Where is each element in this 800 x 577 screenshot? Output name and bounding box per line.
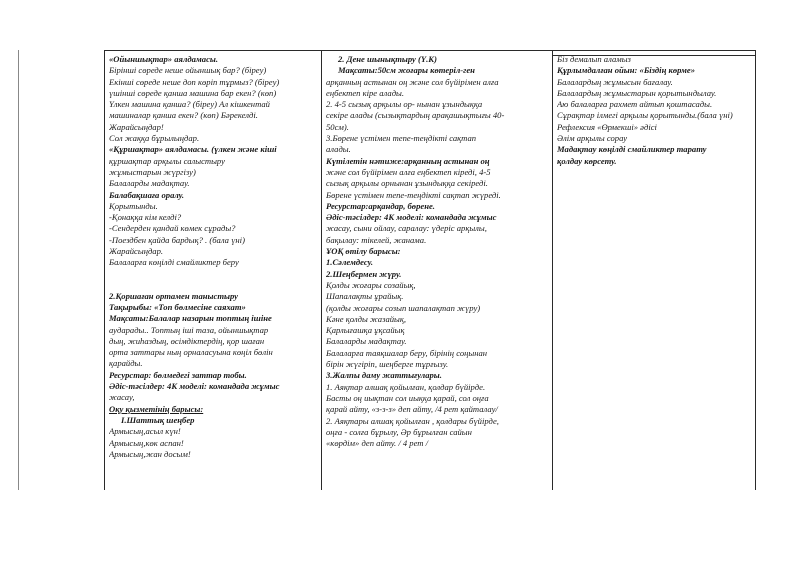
text-line: Ресурстар: бөлмедегі заттар тобы.: [109, 369, 247, 380]
text-line: қолдау көрсету.: [557, 155, 617, 166]
text-line: Екінші сөреде неше доп көріп тұрмыз? (біреу): [109, 76, 280, 87]
text-line: Мадақтау көңілді смайликтер тарату: [557, 144, 707, 155]
text-line: Ресурстар:арқандар, бөрене.: [326, 200, 435, 211]
text-line: жасау, сыни ойлау, саралау: үдеріс арқылы,: [326, 223, 487, 234]
text-line: Тақырыбы: «Топ бөлмесіне саяхат»: [109, 301, 246, 312]
text-line: Біз демалып аламыз: [557, 54, 631, 64]
text-line: Мақсаты:Балалар назарын топтың ішіне: [109, 313, 272, 324]
text-line: қарай айту, «з-з-з» деп айту, /4 рет қайталау/: [326, 404, 498, 415]
text-line: «Ойыншықтар» аялдамасы.: [109, 54, 219, 64]
text-line: аударады.. Топтың іші таза, ойыншықтар: [109, 324, 269, 335]
text-line: Мақсаты:50см жоғары көтеріл-ген: [338, 65, 475, 76]
text-line: Бөрене үстімен тепе-теңдікті сақтап жүреді.: [326, 189, 501, 200]
text-line: -Поездбен қайда бардық? . (бала үні): [109, 234, 245, 245]
text-line: 1. Аяқтар алшақ қойылған, қолдар бүйірде.: [326, 381, 486, 392]
text-line: 2. Аяқтары алшақ қойылған , қолдары бүйірде,: [326, 415, 499, 426]
text-line: секіре алады (сызықтардың арақашықтығы 40-: [326, 110, 505, 121]
text-line: 3.Бөрене үстімен тепе-теңдікті сақтап: [326, 133, 477, 144]
text-line: құршақтар арқылы салыстыру: [109, 155, 225, 166]
text-line: Құрлымдалған ойын: «Біздің көрме»: [557, 65, 696, 76]
text-line: Басты оң иықтан сол иыққа қарай, сол оңға: [326, 392, 489, 403]
text-line: 2.Шеңбермен жүру.: [326, 268, 402, 279]
text-line: Балаларды мадақтау.: [326, 336, 407, 347]
text-line: «көрдім» деп айту. / 4 рет /: [326, 438, 429, 449]
text-line: Шапалақты ұрайық.: [326, 291, 404, 302]
text-line: -Қонаққа кім келді?: [109, 212, 182, 223]
text-line: Балалардың жұмыстарын қорытындылау.: [557, 87, 717, 98]
page-edge-line: [18, 50, 19, 490]
text-line: Сол жаққа бұрылыңдар.: [109, 133, 200, 144]
text-line: орта заттары ның орналасуына көңіл бөлін: [109, 347, 273, 358]
text-line: Балабақшаға оралу.: [109, 189, 185, 200]
text-line: Әлім арқылы сорау: [557, 133, 628, 144]
blank-line: [109, 280, 318, 291]
text-line: қарайды.: [109, 358, 143, 369]
text-line: Рефлексия «Өрмекші» әдісі: [557, 121, 657, 132]
table-cell-column-3: [552, 50, 756, 490]
text-line: Үлкен машина қанша? (біреу) Ал кішкентай: [109, 99, 270, 110]
text-line: Жарайсыңдар.: [109, 246, 164, 257]
text-line: Аю балаларға рахмет айтып қоштасады.: [557, 99, 713, 110]
text-line: жасау,: [109, 392, 135, 403]
text-line: дың, жиһаздың, өсімдіктердің, қор шаған: [109, 335, 265, 346]
text-line: Әдіс-тәсілдер: 4К моделі: командада жұмыс: [326, 212, 497, 223]
text-line: 3.Жалпы даму жаттығулары.: [326, 370, 442, 381]
text-line: Әдіс-тәсілдер: 4К моделі: командада жұмыс: [109, 381, 280, 392]
text-line: бақылау: тікелей, жанама.: [326, 234, 427, 245]
text-line: «Құршақтар» аялдамасы. (үлкен және кіші: [109, 144, 277, 155]
text-line: Күтілетін нәтиже:арқанның астынан оң: [326, 155, 490, 166]
text-line: үшінші сөреде қанша машина бар екен? (көп): [109, 87, 277, 98]
table-cell-column-1: [104, 50, 321, 490]
text-line: арқанның астынан оң және сол бүйірімен алға: [326, 76, 499, 87]
text-line: 1.Сәлемдесу.: [326, 257, 374, 268]
text-line: Жарайсыңдар!: [109, 121, 164, 132]
text-line: алады.: [326, 144, 351, 155]
text-line: сызық арқылы орнынан ұзындыққа секіреді.: [326, 178, 488, 189]
text-line: Армысың,көк аспан!: [109, 437, 184, 448]
text-line: -Сендерден қандай көмек сұрады?: [109, 223, 236, 234]
text-line: Қорытынды.: [109, 200, 158, 211]
text-line: Бірінші сөреде неше ойыншық бар? (біреу): [109, 65, 267, 76]
text-line: Армысың,жан досым!: [109, 448, 191, 459]
text-line: 2.Қоршаған ортамен таныстыру: [109, 290, 238, 301]
text-line: I.Шаттық шеңбер: [121, 414, 195, 425]
blank-line: [109, 269, 318, 280]
text-line: Оқу қызметінің барысы:: [109, 403, 204, 414]
text-line: Қолды жоғары созайық,: [326, 279, 416, 290]
text-line: машиналар қанша екен? (көп) Бәрекелді.: [109, 110, 258, 121]
text-line: Армысың,асыл күн!: [109, 426, 181, 437]
text-line: Балаларға таяқшалар беру, бірінің соңынан: [326, 347, 488, 358]
text-line: 50см).: [326, 121, 349, 132]
text-line: (қолды жоғары созып шапалақтап жүру): [326, 302, 481, 313]
text-line: Қарлығашқа ұқсайық: [326, 325, 405, 336]
text-line: бірін жүгіріп, шеңберге тұрғызу.: [326, 359, 449, 370]
text-line: Сұрақтар ілмегі арқылы қорытынды.(бала үні): [557, 110, 733, 121]
text-line: жұмыстарын жүргізу): [109, 166, 196, 177]
text-line: Балалардың жұмысын бағалау.: [557, 76, 673, 87]
text-line: Балаларға көңілді смайликтер беру: [109, 257, 239, 268]
text-line: еңбектеп кіре алады.: [326, 87, 405, 98]
text-line: Кәне қолды жазайық,: [326, 313, 407, 324]
text-line: 2. Дене шынықтыру (Ү.К): [338, 54, 437, 64]
table-cell-column-2: [321, 50, 552, 490]
text-line: 2. 4-5 сызық арқылы ор- нынан ұзындыққа: [326, 99, 483, 110]
text-line: Балаларды мадақтау.: [109, 178, 190, 189]
text-line: оңға - солға бұрылу, Әр бұрылған сайын: [326, 426, 472, 437]
text-line: ҰОҚ өтілу барысы:: [326, 246, 401, 257]
text-line: және сол бүйірімен алға еңбектеп кіреді, 4-5: [326, 166, 491, 177]
